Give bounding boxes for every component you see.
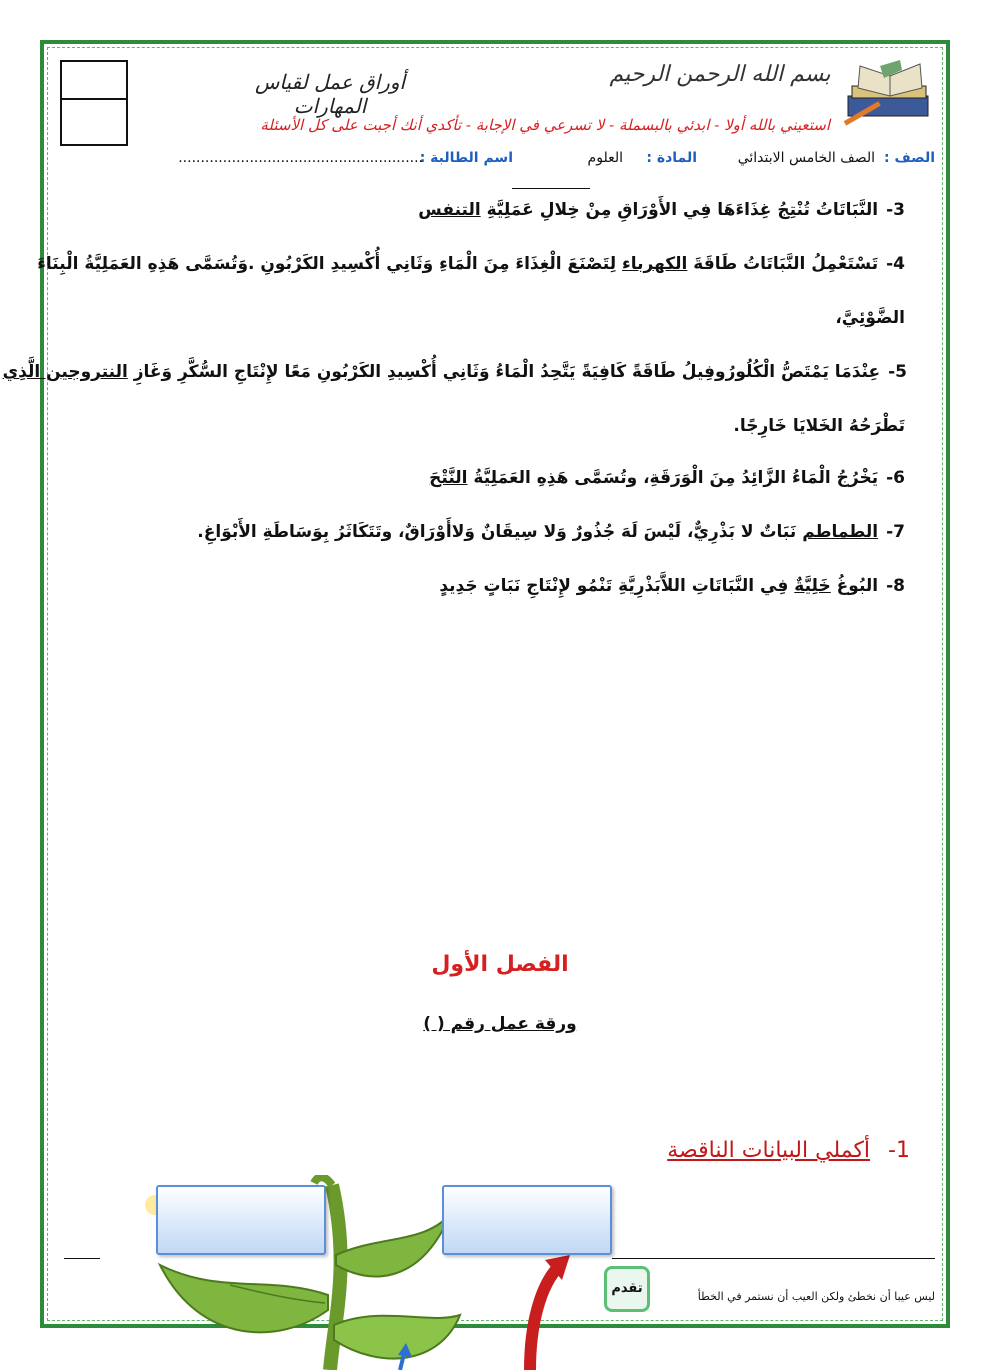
page-border-inner — [47, 47, 943, 1321]
task-heading — [620, 1138, 910, 1163]
question-5: 5-عِنْدَمَا يَمْتَصُّ الْكُلُورُوفِيلُ طَاقَةً كَافِيَةً يَتَّحِدُ الْمَاءُ وَثَانِي أُكْسِيدِ الكَرْبُونِ مَعًا لإِنْتَاجِ السُّكَّرِ وَغَازِ النتروجين الَّذِي — [2, 362, 907, 382]
sheet-number: ورقة عمل رقم ( ) — [423, 1014, 577, 1034]
question-7: 7-الطماطم نَبَاتٌ لا بَذْرِيٌّ، لَيْسَ لَهَ جُذُورٌ وَلا سِيقَانٌ وَلاأَوْرَاقٌ، وتَتَكَاثَرُ بِوَسَاطَةِ الأَبْوَاغِ. — [197, 522, 905, 542]
question-5-continued: تَطْرَحُهُ الخَلايَا خَارِجًا. — [733, 416, 905, 436]
label-box-right[interactable] — [442, 1185, 612, 1255]
task-number: 1- — [888, 1138, 910, 1163]
question-4: 4-تَسْتَعْمِلُ النَّبَاتَاتُ طَاقَةَ الكهرباء لِتَصْنَعَ الْغِذَاءَ مِنَ الْمَاءِ وَثَانِي أُكْسِيدِ الكَرْبُونِ .وَتُسَمَّى هَذِهِ العَمَلِيَّةُ الْبِنَاءَ — [37, 254, 905, 274]
subject-value: العلوم — [587, 150, 623, 166]
next-button[interactable]: تقدم — [604, 1266, 650, 1312]
student-name-field[interactable]: ....................................................... — [178, 150, 423, 166]
worksheet-title: أوراق عمل لقياس المهارات — [254, 70, 406, 118]
question-3: 3-النَّبَاتَاتُ تُنْتِجُ غِذَاءَهَا فِي الأَوْرَاقِ مِنْ خِلالِ عَمَلِيَّةِ التنفس — [418, 200, 905, 220]
subject-label: المادة : — [646, 150, 697, 166]
chapter-title: الفصل الأول — [431, 952, 569, 977]
grade-value: الصف الخامس الابتدائي — [737, 150, 875, 166]
instructions: استعيني بالله أولا - ابدئي بالبسملة - لا تسرعي في الإجابة - تأكدي أنك أجبت على كل الأسئلة — [260, 116, 830, 134]
info-line — [140, 150, 935, 172]
student-name-label: اسم الطالبة : — [419, 150, 513, 166]
basmala: بسم الله الرحمن الرحيم — [609, 62, 831, 87]
divider — [512, 188, 590, 189]
book-pencil-icon — [840, 56, 940, 126]
grade-label: الصف : — [884, 150, 935, 166]
task-text: أكملي البيانات الناقصة — [667, 1138, 871, 1163]
footer-quote: ليس عيبا أن نخطئ ولكن العيب أن نستمر في الخطأ — [697, 1290, 935, 1303]
question-4-continued: الضَّوْئِيَّ، — [835, 308, 905, 328]
label-box-left[interactable] — [156, 1185, 326, 1255]
footer-line-right — [612, 1258, 935, 1259]
footer-line-left — [64, 1258, 100, 1259]
question-8: 8-البُوغُ خَلِيَّةٌ فِي النَّبَاتَاتِ اللاَّبَذْرِيَّةِ تَنْمُو لإِنْتَاجِ نَبَاتٍ جَدِيدٍ — [439, 576, 905, 596]
score-box — [60, 60, 128, 146]
question-6: 6-يَخْرُجُ الْمَاءُ الزَّائِدُ مِنَ الْوَرَقَةِ، وتُسَمَّى هَذِهِ العَمَلِيَّةُ النَّتْحَ — [429, 468, 905, 488]
